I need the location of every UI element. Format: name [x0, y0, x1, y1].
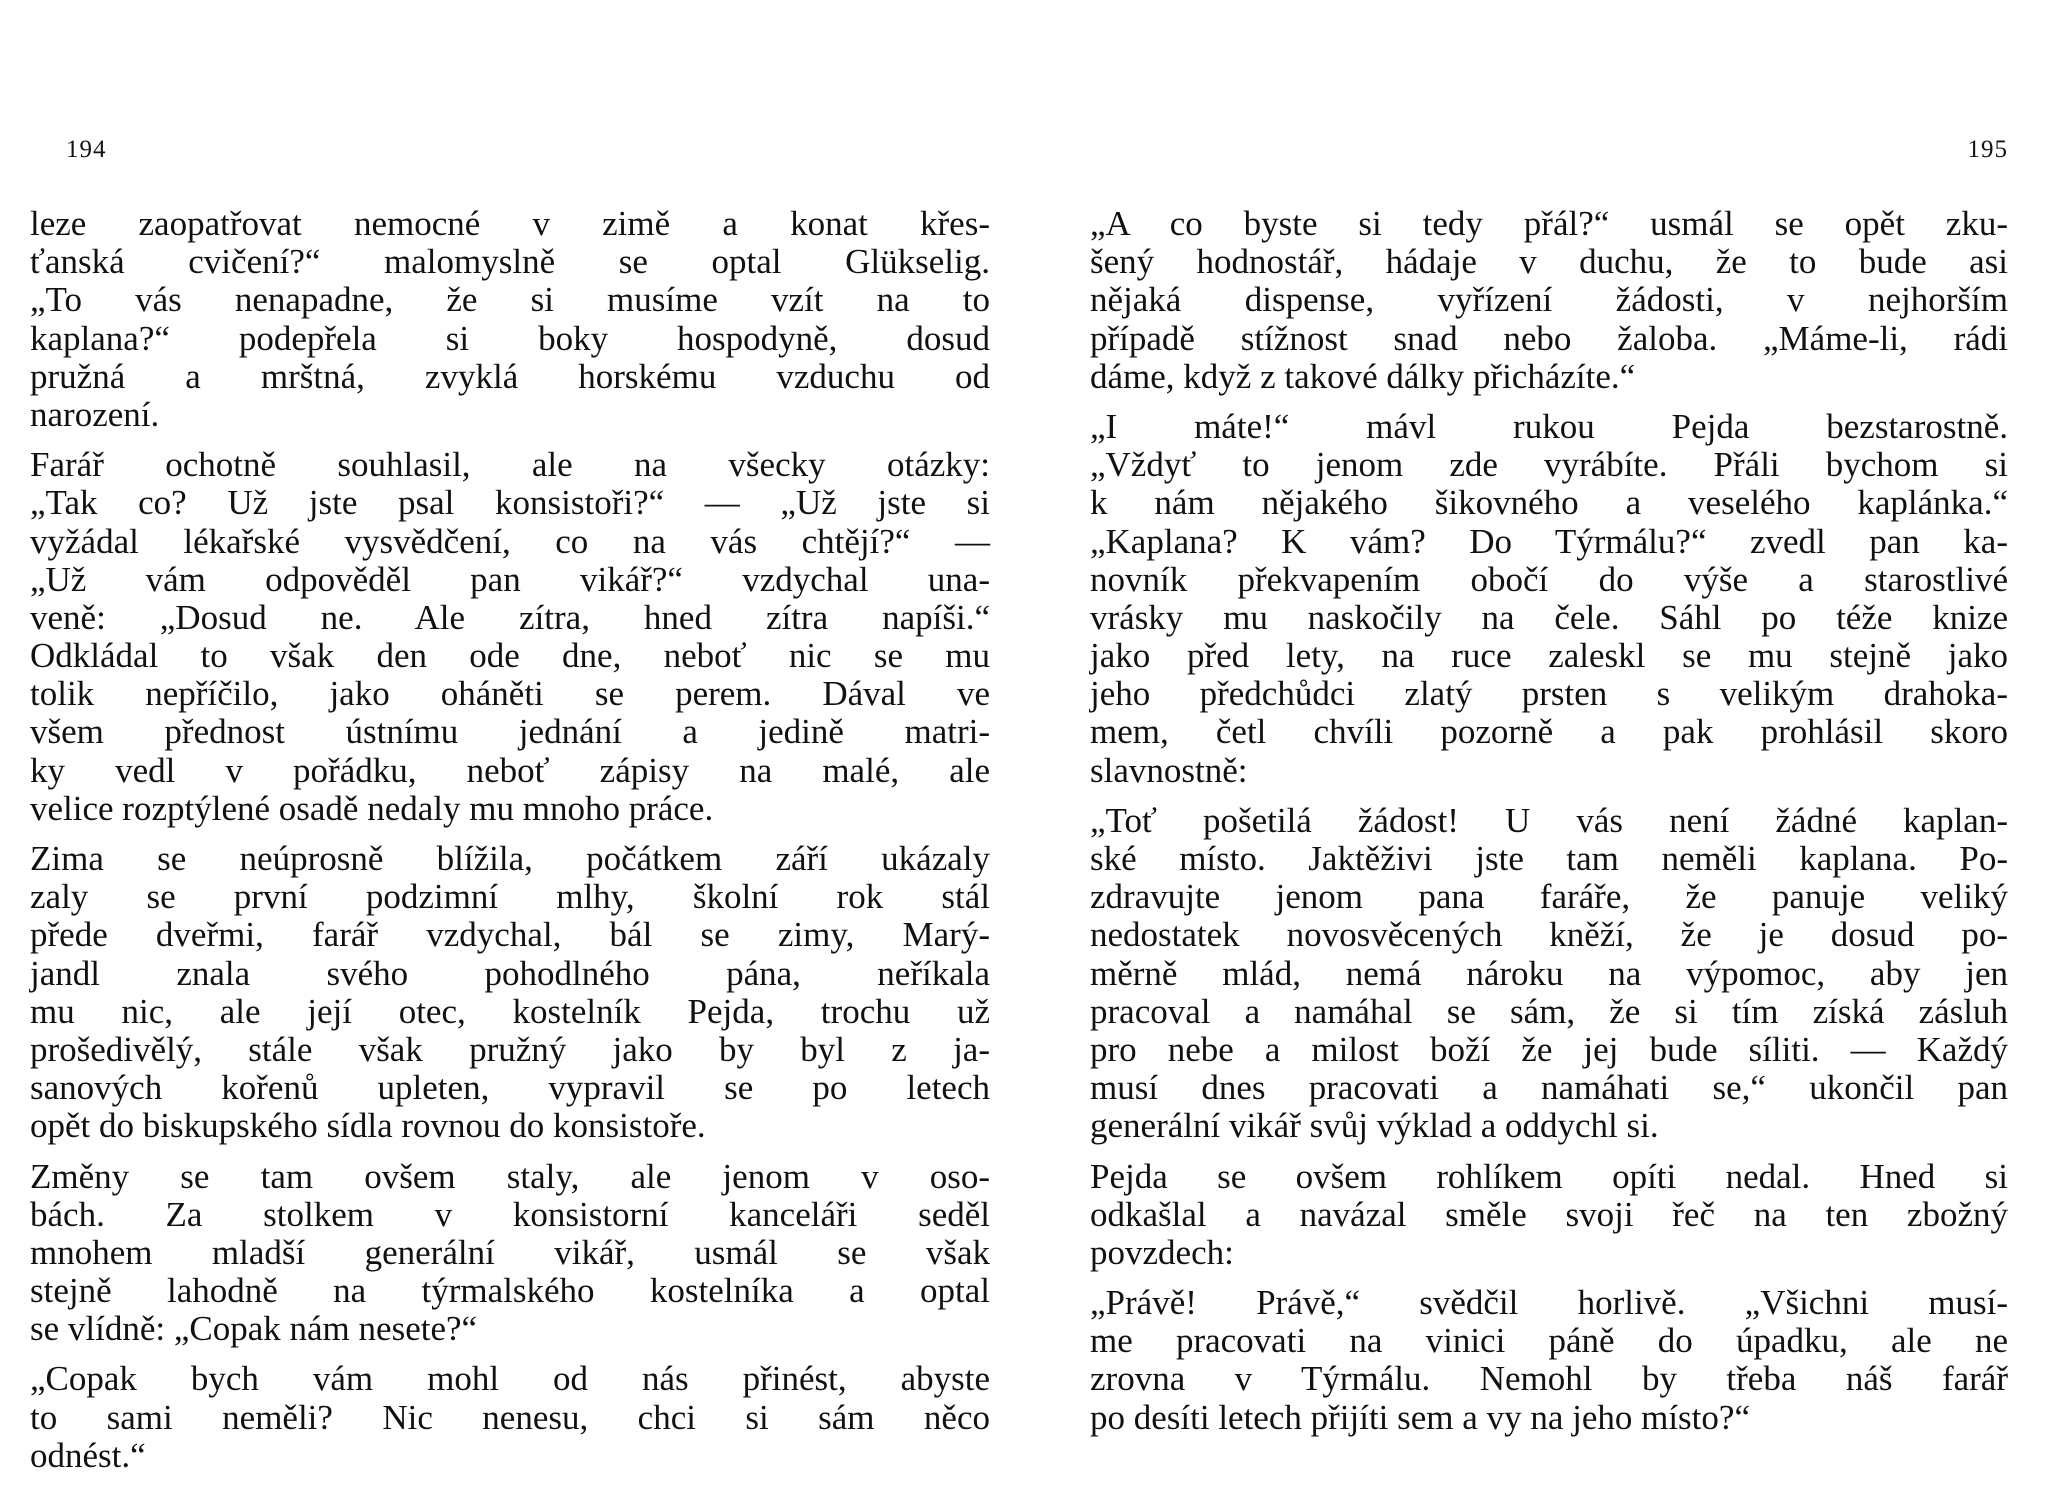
paragraph: [30, 1158, 990, 1349]
text-line: stejně lahodně na týrmalského kostelníka a optal: [30, 1271, 990, 1311]
text-line: to sami neměli? Nic nenesu, chci si sám něco: [30, 1397, 990, 1437]
text-line: se vlídně: „Copak nám nesete?“: [30, 1309, 478, 1349]
text-line: odnést.“: [30, 1435, 146, 1475]
text-line: ky vedl v pořádku, neboť zápisy na malé, ale: [30, 750, 990, 790]
text-line: mu nic, ale její otec, kostelník Pejda, trochu už: [30, 991, 990, 1031]
text-line: nedostatek novosvěcených kněží, že je dosud po-: [1090, 915, 2008, 955]
paragraph: [1090, 1284, 2008, 1437]
text-line: povzdech:: [1090, 1232, 1234, 1272]
text-line: šený hodnostář, hádaje v duchu, že to bude asi: [1090, 242, 2008, 282]
text-line: generální vikář svůj výklad a oddychl si.: [1090, 1106, 1659, 1146]
text-line: „Tak co? Už jste psal konsistoři?“ — „Už jste si: [30, 483, 990, 523]
paragraph-gap: [30, 1146, 990, 1158]
page-number: 194: [66, 136, 107, 163]
paragraph: [1090, 802, 2008, 1146]
text-line: jako před lety, na ruce zaleskl se mu stejně jako: [1090, 636, 2008, 676]
text-line: zaly se první podzimní mlhy, školní rok stál: [30, 877, 990, 917]
paragraph: [30, 1360, 990, 1475]
paragraph: [30, 205, 990, 434]
text-line: „Vždyť to jenom zde vyrábíte. Přáli bychom si: [1090, 445, 2008, 485]
text-line: „Toť pošetilá žádost! U vás není žádné kaplan-: [1090, 800, 2008, 840]
text-line: přede dveřmi, farář vzdychal, bál se zimy, Marý-: [30, 915, 990, 955]
text-line: zdravujte jenom pana faráře, že panuje veliký: [1090, 877, 2008, 917]
page-text: [1090, 205, 2008, 1437]
text-line: k nám nějakého šikovného a veselého kaplánka.“: [1090, 483, 2008, 523]
text-line: Změny se tam ovšem staly, ale jenom v oso-: [30, 1156, 990, 1196]
text-line: musí dnes pracovati a namáhati se,“ ukončil pan: [1090, 1068, 2008, 1108]
text-line: mnohem mladší generální vikář, usmál se však: [30, 1232, 990, 1272]
text-line: leze zaopatřovat nemocné v zimě a konat křes-: [30, 204, 990, 243]
paragraph: [1090, 205, 2008, 396]
text-line: případě stížnost snad nebo žaloba. „Máme-li, rádi: [1090, 318, 2008, 358]
text-line: „A co byste si tedy přál?“ usmál se opět zku-: [1090, 204, 2008, 243]
text-line: ské místo. Jaktěživi jste tam neměli kaplana. Po-: [1090, 839, 2008, 878]
text-line: velice rozptýlené osadě nedaly mu mnoho práce.: [30, 788, 714, 828]
text-line: jandl znala svého pohodlného pána, neříkala: [30, 953, 990, 993]
text-line: tolik nepříčilo, jako oháněti se perem. Dával ve: [30, 674, 990, 714]
text-line: slavnostně:: [1090, 750, 1248, 790]
text-line: jeho předchůdci zlatý prsten s velikým drahoka-: [1090, 674, 2008, 714]
paragraph: [1090, 408, 2008, 790]
text-line: opět do biskupského sídla rovnou do konsistoře.: [30, 1106, 706, 1146]
paragraph: [30, 840, 990, 1146]
text-line: „Právě! Právě,“ svědčil horlivě. „Všichni musí-: [1090, 1283, 2008, 1323]
text-line: nějaká dispense, vyřízení žádosti, v nejhorším: [1090, 280, 2008, 320]
text-line: Farář ochotně souhlasil, ale na všecky otázky:: [30, 445, 990, 485]
text-line: veně: „Dosud ne. Ale zítra, hned zítra napíši.“: [30, 597, 990, 637]
page-text: [30, 205, 990, 1475]
text-line: sanových kořenů upleten, vypravil se po letech: [30, 1068, 990, 1108]
text-line: prošedivělý, stále však pružný jako by byl z ja-: [30, 1029, 990, 1069]
text-line: zrovna v Týrmálu. Nemohl by třeba náš farář: [1090, 1359, 2008, 1399]
text-line: ťanská cvičení?“ malomyslně se optal Glükselig.: [30, 242, 990, 282]
text-line: mem, četl chvíli pozorně a pak prohlásil skoro: [1090, 712, 2008, 752]
text-line: pracoval a namáhal se sám, že si tím získá zásluh: [1090, 991, 2008, 1031]
text-line: „Už vám odpověděl pan vikář?“ vzdychal una-: [30, 559, 990, 599]
text-line: všem přednost ústnímu jednání a jedině matri-: [30, 712, 990, 752]
text-line: Pejda se ovšem rohlíkem opíti nedal. Hned si: [1090, 1156, 2008, 1196]
text-line: narození.: [30, 394, 160, 434]
text-line: Zima se neúprosně blížila, počátkem září ukázaly: [30, 839, 990, 878]
paragraph-gap: [1090, 790, 2008, 802]
text-line: měrně mlád, nemá nároku na výpomoc, aby jen: [1090, 953, 2008, 993]
text-line: vrásky mu naskočily na čele. Sáhl po téže knize: [1090, 597, 2008, 637]
text-line: po desíti letech přijíti sem a vy na jeho místo?“: [1090, 1397, 1750, 1437]
paragraph-gap: [1090, 1146, 2008, 1158]
paragraph: [30, 446, 990, 828]
text-line: me pracovati na vinici páně do úpadku, ale ne: [1090, 1321, 2008, 1361]
left-page: [30, 0, 990, 1500]
text-line: „To vás nenapadne, že si musíme vzít na to: [30, 280, 990, 320]
text-line: odkašlal a navázal směle svoji řeč na ten zbožný: [1090, 1194, 2008, 1234]
text-line: novník překvapením obočí do výše a starostlivé: [1090, 559, 2008, 599]
text-line: bách. Za stolkem v konsistorní kanceláři seděl: [30, 1194, 990, 1234]
text-line: pružná a mrštná, zvyklá horskému vzduchu od: [30, 356, 990, 396]
text-line: pro nebe a milost boží že jej bude síliti. — Každý: [1090, 1029, 2008, 1069]
text-line: Odkládal to však den ode dne, neboť nic se mu: [30, 636, 990, 676]
text-line: „I máte!“ mávl rukou Pejda bezstarostně.: [1090, 406, 2008, 446]
text-line: dáme, když z takové dálky přicházíte.“: [1090, 356, 1636, 396]
text-line: vyžádal lékařské vysvědčení, co na vás chtějí?“ —: [30, 521, 990, 561]
paragraph: [1090, 1158, 2008, 1273]
text-line: kaplana?“ podepřela si boky hospodyně, dosud: [30, 318, 990, 358]
text-line: „Copak bych vám mohl od nás přinést, abyste: [30, 1359, 990, 1399]
page-number: 195: [1967, 136, 2008, 163]
right-page: [1090, 0, 2008, 1500]
text-line: „Kaplana? K vám? Do Týrmálu?“ zvedl pan ka-: [1090, 521, 2008, 561]
